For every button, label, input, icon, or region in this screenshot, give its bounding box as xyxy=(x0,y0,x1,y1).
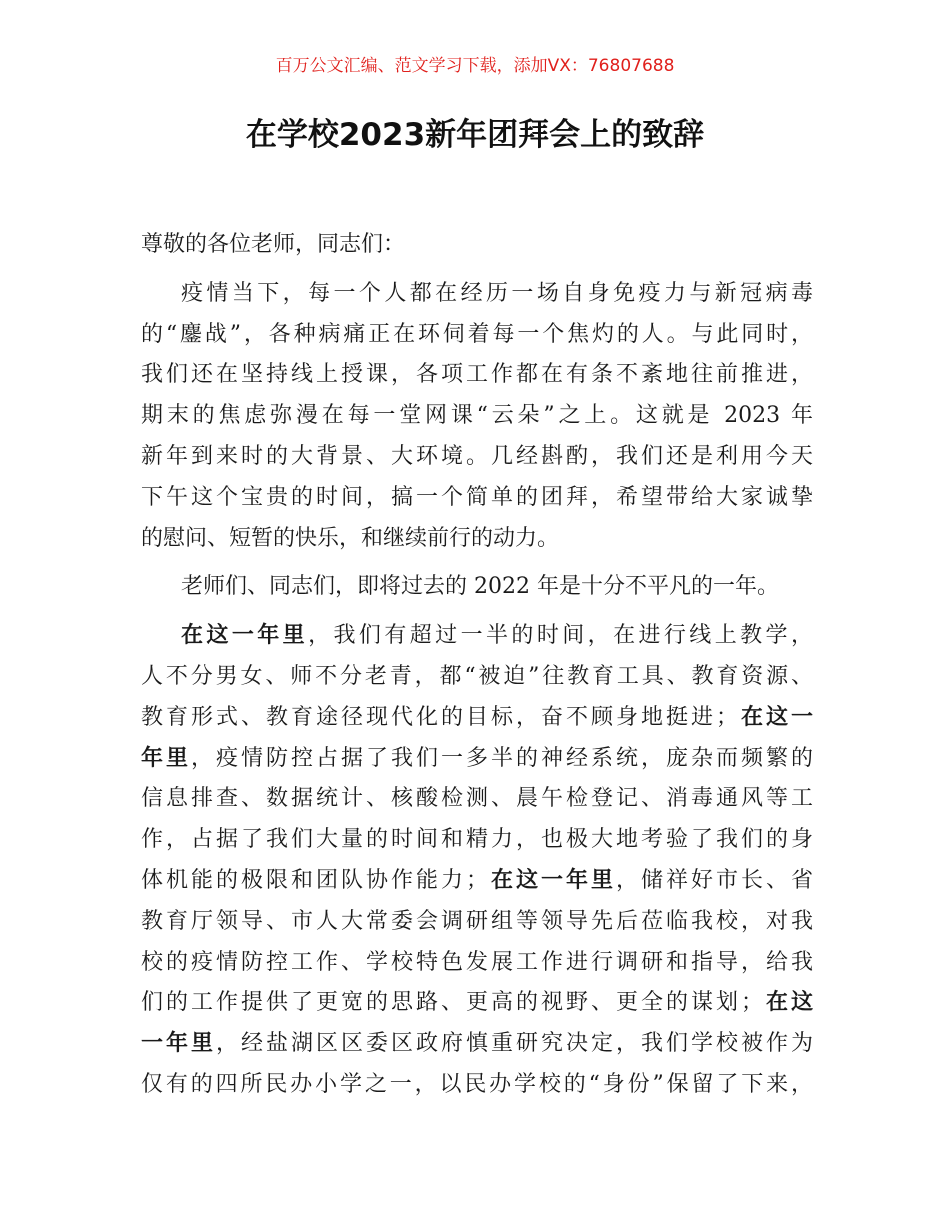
paragraph-line xyxy=(141,1024,813,1065)
download-banner: 百万公文汇编、范文学习下载，添加VX：76807688 xyxy=(275,56,675,76)
paragraph-line: 疫情当下，每一个人都在经历一场自身免疫力与新冠病毒 xyxy=(181,280,813,306)
line-text: ，我们有超过一半的时间，在进行线上教学， xyxy=(308,623,813,649)
line-text: ，储祥好市长、省 xyxy=(615,867,813,893)
paragraph-2 xyxy=(141,567,813,608)
emphasis-text: 在这一年里 xyxy=(181,623,309,649)
line-text: 教育形式、教育途径现代化的目标，奋不顾身地挺进； xyxy=(141,704,738,730)
paragraph-line: 的“鏖战”，各种病痛正在环伺着每一个焦灼的人。与此同时， xyxy=(141,321,813,347)
line-text: ，经盐湖区区委区政府慎重研究决定，我们学校被作为 xyxy=(216,1031,813,1057)
paragraph-line: 校的疫情防控工作、学校特色发展工作进行调研和指导，给我 xyxy=(141,949,813,975)
emphasis-text: 一年里 xyxy=(141,1031,216,1057)
paragraph-line: 教育厅领导、市人大常委会调研组等领导先后莅临我校，对我 xyxy=(141,908,813,934)
emphasis-text: 在这一 xyxy=(737,704,813,730)
paragraph-line: 老师们、同志们，即将过去的 2022 年是十分不平凡的一年。 xyxy=(181,574,779,600)
line-text: 体机能的极限和团队协作能力； xyxy=(141,867,488,893)
paragraph-line: 信息排查、数据统计、核酸检测、晨午检登记、消毒通风等工 xyxy=(141,786,813,812)
line-text: ，疫情防控占据了我们一多半的神经系统，庞杂而频繁的 xyxy=(191,745,813,771)
document-title: 在学校2023新年团拜会上的致辞 xyxy=(245,117,705,153)
emphasis-text: 在这一年里 xyxy=(487,867,616,893)
paragraph-line: 新年到来时的大背景、大环境。几经斟酌，我们还是利用今天 xyxy=(141,443,813,469)
line-text: 们的工作提供了更宽的思路、更高的视野、更全的谋划； xyxy=(141,990,763,1016)
emphasis-text: 年里 xyxy=(141,745,191,771)
paragraph-line xyxy=(141,861,813,902)
emphasis-text: 在这 xyxy=(762,990,813,1016)
paragraph-line xyxy=(141,698,813,739)
paragraph-line xyxy=(141,983,813,1024)
paragraph-line: 下午这个宝贵的时间，搞一个简单的团拜，希望带给大家诚挚 xyxy=(141,484,813,510)
salutation: 尊敬的各位老师，同志们： xyxy=(141,232,406,257)
paragraph-line: 期末的焦虑弥漫在每一堂网课“云朵”之上。这就是 2023 年 xyxy=(141,403,813,429)
paragraph-line: 我们还在坚持线上授课，各项工作都在有条不紊地往前推进， xyxy=(141,362,813,388)
paragraph-line: 人不分男女、师不分老青，都“被迫”往教育工具、教育资源、 xyxy=(141,663,813,689)
paragraph-line: 作，占据了我们大量的时间和精力，也极大地考验了我们的身 xyxy=(141,827,813,853)
paragraph-line: 的慰问、短暂的快乐，和继续前行的动力。 xyxy=(141,525,560,551)
paragraph-1 xyxy=(141,274,813,560)
paragraph-3 xyxy=(141,616,813,1106)
paragraph-line xyxy=(141,616,813,657)
document-body xyxy=(141,225,813,1106)
paragraph-line: 仅有的四所民办小学之一，以民办学校的“身份”保留了下来， xyxy=(141,1071,813,1097)
paragraph-line xyxy=(141,739,813,780)
